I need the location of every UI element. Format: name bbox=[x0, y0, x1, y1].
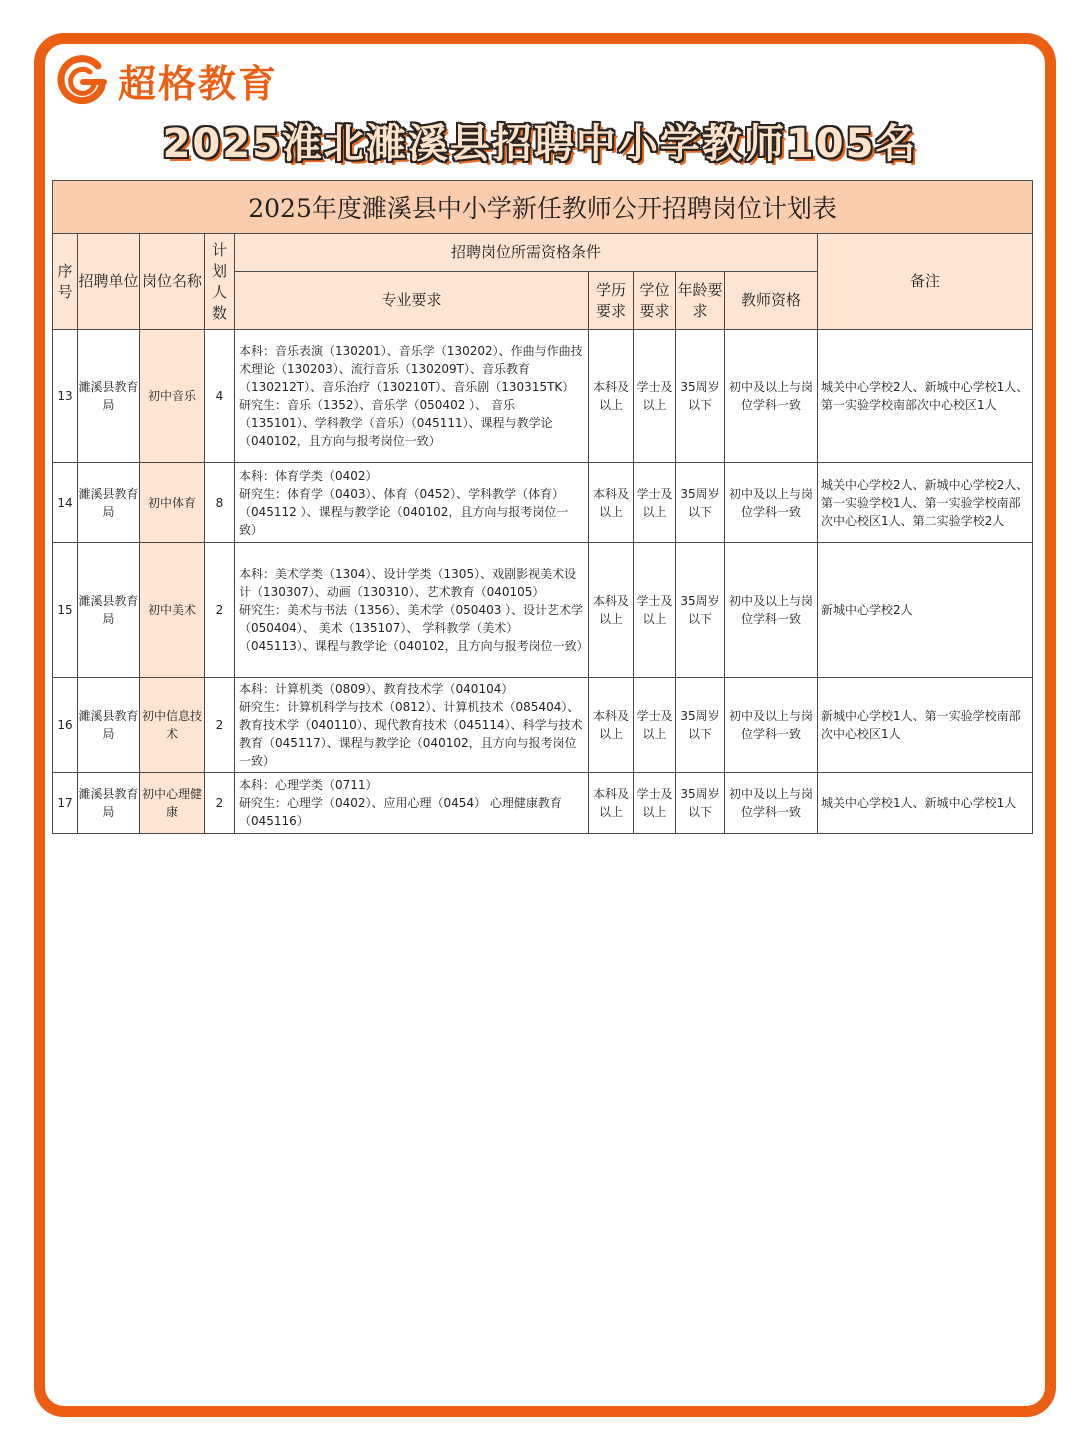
cell-age: 35周岁以下 bbox=[676, 773, 725, 834]
cell-plan: 8 bbox=[205, 463, 235, 543]
cell-education: 本科及以上 bbox=[589, 773, 634, 834]
brand-name: 超格教育 bbox=[118, 61, 279, 106]
table-row bbox=[53, 773, 1033, 834]
table-row bbox=[53, 543, 1033, 678]
cell-qualification: 初中及以上与岗位学科一致 bbox=[725, 463, 818, 543]
cell-education: 本科及以上 bbox=[589, 330, 634, 463]
cell-major bbox=[235, 773, 589, 834]
header-seq: 序号 bbox=[53, 234, 78, 330]
brand-logo bbox=[54, 52, 278, 108]
cell-remark: 新城中心学校2人 bbox=[818, 543, 1033, 678]
header-age: 年龄要求 bbox=[676, 272, 725, 330]
cell-unit: 濉溪县教育局 bbox=[78, 773, 140, 834]
cell-seq: 15 bbox=[53, 543, 78, 678]
cell-education: 本科及以上 bbox=[589, 543, 634, 678]
header-degree: 学位要求 bbox=[634, 272, 676, 330]
cell-plan: 4 bbox=[205, 330, 235, 463]
cell-unit: 濉溪县教育局 bbox=[78, 330, 140, 463]
header-position: 岗位名称 bbox=[140, 234, 205, 330]
cell-age: 35周岁以下 bbox=[676, 463, 725, 543]
cell-degree: 学士及以上 bbox=[634, 543, 676, 678]
G-logo-icon bbox=[54, 52, 112, 108]
major-graduate: 研究生：计算机科学与技术（0812）、计算机技术（085404）、教育技术学（040110）、现代教育技术（045114）、科学与技术教育（045117）、课程与教学论（040102，且方向与报考岗位一致） bbox=[239, 700, 583, 768]
cell-seq: 17 bbox=[53, 773, 78, 834]
cell-plan: 2 bbox=[205, 773, 235, 834]
page-headline: 2025淮北濉溪县招聘中小学教师105名 bbox=[162, 121, 918, 167]
major-undergrad: 本科：美术学类（1304）、设计学类（1305）、戏剧影视美术设计（130307）、动画（130310）、艺术教育（040105） bbox=[239, 567, 577, 599]
cell-unit: 濉溪县教育局 bbox=[78, 463, 140, 543]
header-conditions: 招聘岗位所需资格条件 bbox=[235, 234, 818, 272]
cell-position: 初中信息技术 bbox=[140, 678, 205, 773]
cell-position: 初中体育 bbox=[140, 463, 205, 543]
cell-major bbox=[235, 463, 589, 543]
cell-seq: 16 bbox=[53, 678, 78, 773]
major-graduate: 研究生：心理学（0402）、应用心理（0454） 心理健康教育（045116） bbox=[239, 796, 562, 828]
cell-position: 初中美术 bbox=[140, 543, 205, 678]
cell-qualification: 初中及以上与岗位学科一致 bbox=[725, 678, 818, 773]
table-row bbox=[53, 678, 1033, 773]
major-undergrad: 本科：心理学类（0711） bbox=[239, 778, 378, 792]
header-plan: 计划人数 bbox=[205, 234, 235, 330]
major-undergrad: 本科：音乐表演（130201）、音乐学（130202）、作曲与作曲技术理论（130203）、流行音乐（130209T）、音乐教育（130212T）、音乐治疗（130210T）、音乐剧（130315TK） bbox=[239, 344, 583, 394]
cell-remark: 城关中心学校2人、新城中心学校1人、第一实验学校南部次中心校区1人 bbox=[818, 330, 1033, 463]
cell-qualification: 初中及以上与岗位学科一致 bbox=[725, 330, 818, 463]
cell-age: 35周岁以下 bbox=[676, 678, 725, 773]
cell-degree: 学士及以上 bbox=[634, 330, 676, 463]
cell-seq: 13 bbox=[53, 330, 78, 463]
header-qualification: 教师资格 bbox=[725, 272, 818, 330]
recruitment-plan-table bbox=[52, 180, 1033, 834]
table-row bbox=[53, 330, 1033, 463]
cell-unit: 濉溪县教育局 bbox=[78, 678, 140, 773]
cell-education: 本科及以上 bbox=[589, 678, 634, 773]
table-row bbox=[53, 463, 1033, 543]
header-unit: 招聘单位 bbox=[78, 234, 140, 330]
cell-education: 本科及以上 bbox=[589, 463, 634, 543]
cell-plan: 2 bbox=[205, 678, 235, 773]
header-education: 学历要求 bbox=[589, 272, 634, 330]
major-undergrad: 本科：计算机类（0809）、教育技术学（040104） bbox=[239, 682, 514, 696]
cell-degree: 学士及以上 bbox=[634, 773, 676, 834]
cell-qualification: 初中及以上与岗位学科一致 bbox=[725, 773, 818, 834]
cell-position: 初中心理健康 bbox=[140, 773, 205, 834]
cell-qualification: 初中及以上与岗位学科一致 bbox=[725, 543, 818, 678]
cell-remark: 城关中心学校2人、新城中心学校2人、第一实验学校1人、第一实验学校南部次中心校区1人、第二实验学校2人 bbox=[818, 463, 1033, 543]
cell-position: 初中音乐 bbox=[140, 330, 205, 463]
cell-age: 35周岁以下 bbox=[676, 543, 725, 678]
cell-plan: 2 bbox=[205, 543, 235, 678]
table-title: 2025年度濉溪县中小学新任教师公开招聘岗位计划表 bbox=[53, 181, 1033, 234]
cell-remark: 城关中心学校1人、新城中心学校1人 bbox=[818, 773, 1033, 834]
major-undergrad: 本科：体育学类（0402） bbox=[239, 468, 378, 483]
cell-seq: 14 bbox=[53, 463, 78, 543]
major-graduate: 研究生：美术与书法（1356）、美术学（050403 ）、设计艺术学（050404）、 美术（135107）、 学科教学（美术）（045113）、课程与教学论（040102，且方向与报考岗位一致） bbox=[239, 603, 589, 653]
header-major: 专业要求 bbox=[235, 272, 589, 330]
cell-age: 35周岁以下 bbox=[676, 330, 725, 463]
cell-major bbox=[235, 330, 589, 463]
header-remark: 备注 bbox=[818, 234, 1033, 330]
cell-major bbox=[235, 678, 589, 773]
cell-remark: 新城中心学校1人、第一实验学校南部次中心校区1人 bbox=[818, 678, 1033, 773]
cell-degree: 学士及以上 bbox=[634, 678, 676, 773]
major-graduate: 研究生：音乐（1352）、音乐学（050402 ）、 音乐（135101）、学科教学（音乐）（045111）、课程与教学论（040102，且方向与报考岗位一致） bbox=[239, 398, 553, 448]
cell-degree: 学士及以上 bbox=[634, 463, 676, 543]
cell-unit: 濉溪县教育局 bbox=[78, 543, 140, 678]
major-graduate: 研究生：体育学（0403）、体育（0452）、学科教学（体育）（045112 ）、课程与教学论（040102，且方向与报考岗位一致） bbox=[239, 486, 569, 537]
cell-major bbox=[235, 543, 589, 678]
